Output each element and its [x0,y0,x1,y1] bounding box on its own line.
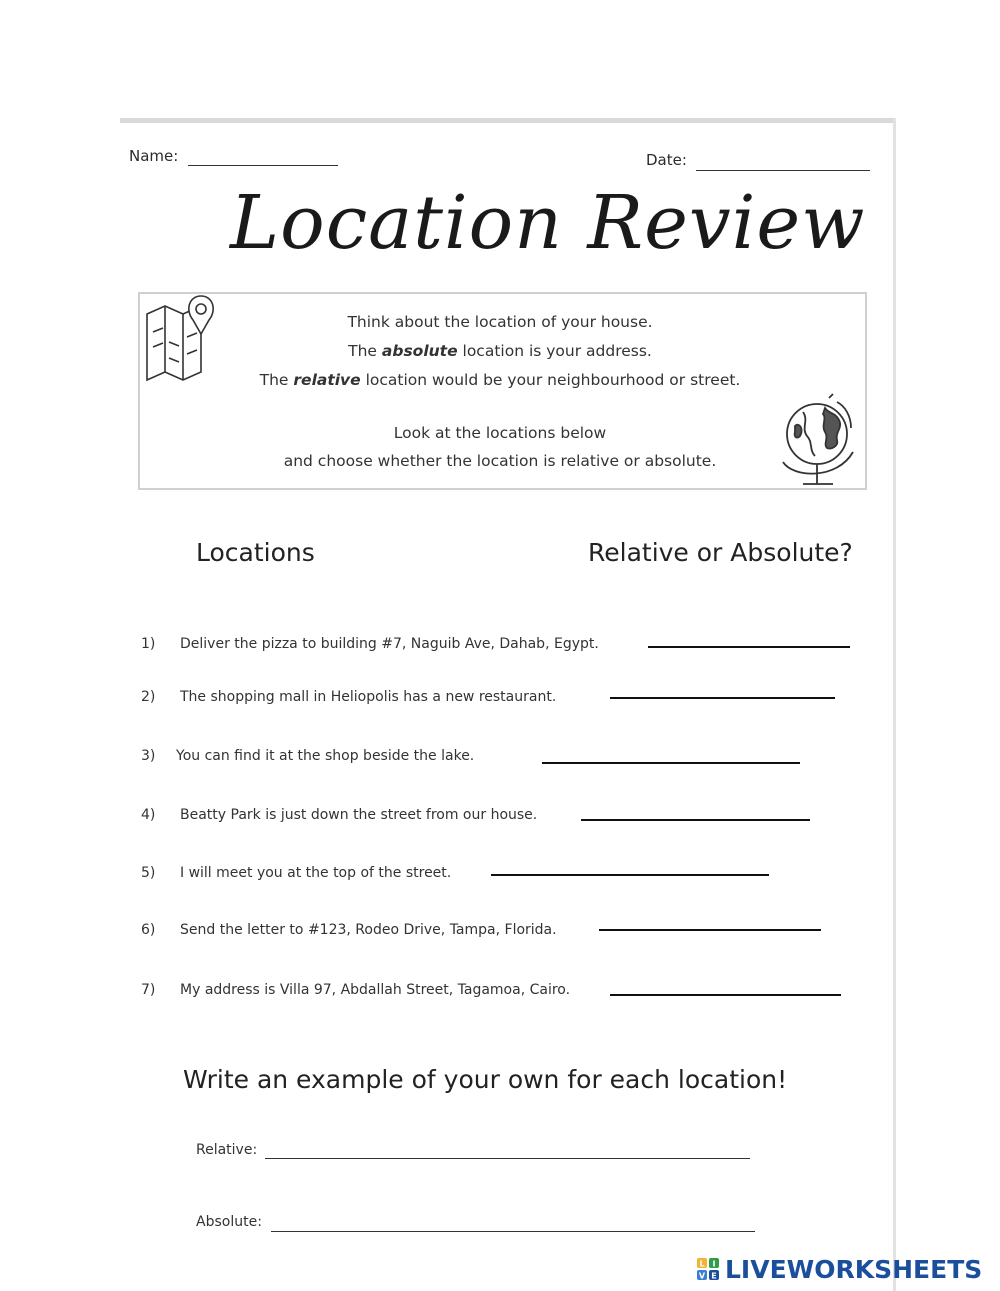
locations-column-header: Locations [196,538,315,567]
date-field[interactable] [696,170,870,171]
question-text: My address is Villa 97, Abdallah Street, Tagamoa, Cairo. [180,982,571,998]
question-number: 6) [141,922,156,938]
liveworksheets-brand[interactable] [697,1254,982,1284]
svg-text:E: E [711,1271,717,1280]
question-number: 5) [141,865,156,881]
name-field[interactable] [188,165,338,166]
svg-text:I: I [712,1259,716,1269]
page-title: Location Review [230,180,866,266]
liveworksheets-brand-text: LIVEWORKSHEETS [725,1254,983,1284]
question-number: 3) [141,748,156,764]
intro-line-4: Look at the locations below [393,424,607,442]
answer-field-1[interactable] [648,646,850,648]
intro-line-5: and choose whether the location is relative or absolute. [283,452,717,470]
question-text: I will meet you at the top of the street. [180,865,452,881]
question-number: 7) [141,982,156,998]
answer-field-5[interactable] [491,874,769,876]
relative-label: Relative: [196,1142,258,1158]
relative-absolute-column-header: Relative or Absolute? [588,538,853,567]
answer-field-7[interactable] [610,994,841,996]
svg-text:V: V [698,1271,706,1280]
question-number: 4) [141,807,156,823]
question-text: Send the letter to #123, Rodeo Drive, Tampa, Florida. [180,922,557,938]
liveworksheets-logo-icon [697,1258,719,1280]
intro-line-3: The relative location would be your neighbourhood or street. [259,371,741,389]
question-text: Beatty Park is just down the street from our house. [180,807,538,823]
absolute-example-field[interactable] [271,1231,755,1232]
sheet-top-border [120,118,896,123]
date-label: Date: [646,151,687,169]
globe-icon [773,392,869,492]
name-label: Name: [129,147,179,165]
sheet-right-border [893,118,896,1291]
answer-field-6[interactable] [599,929,821,931]
question-text: Deliver the pizza to building #7, Naguib Ave, Dahab, Egypt. [180,636,599,652]
svg-text:L: L [699,1259,705,1269]
intro-line-2: The absolute location is your address. [348,342,652,360]
answer-field-2[interactable] [610,697,835,699]
own-example-heading: Write an example of your own for each location! [183,1065,788,1094]
question-text: The shopping mall in Heliopolis has a new restaurant. [180,689,557,705]
answer-field-4[interactable] [581,819,810,821]
question-number: 2) [141,689,156,705]
absolute-label: Absolute: [196,1214,262,1230]
answer-field-3[interactable] [542,762,800,764]
question-number: 1) [141,636,156,652]
question-text: You can find it at the shop beside the lake. [176,748,475,764]
relative-example-field[interactable] [265,1158,750,1159]
intro-line-1: Think about the location of your house. [347,313,653,331]
